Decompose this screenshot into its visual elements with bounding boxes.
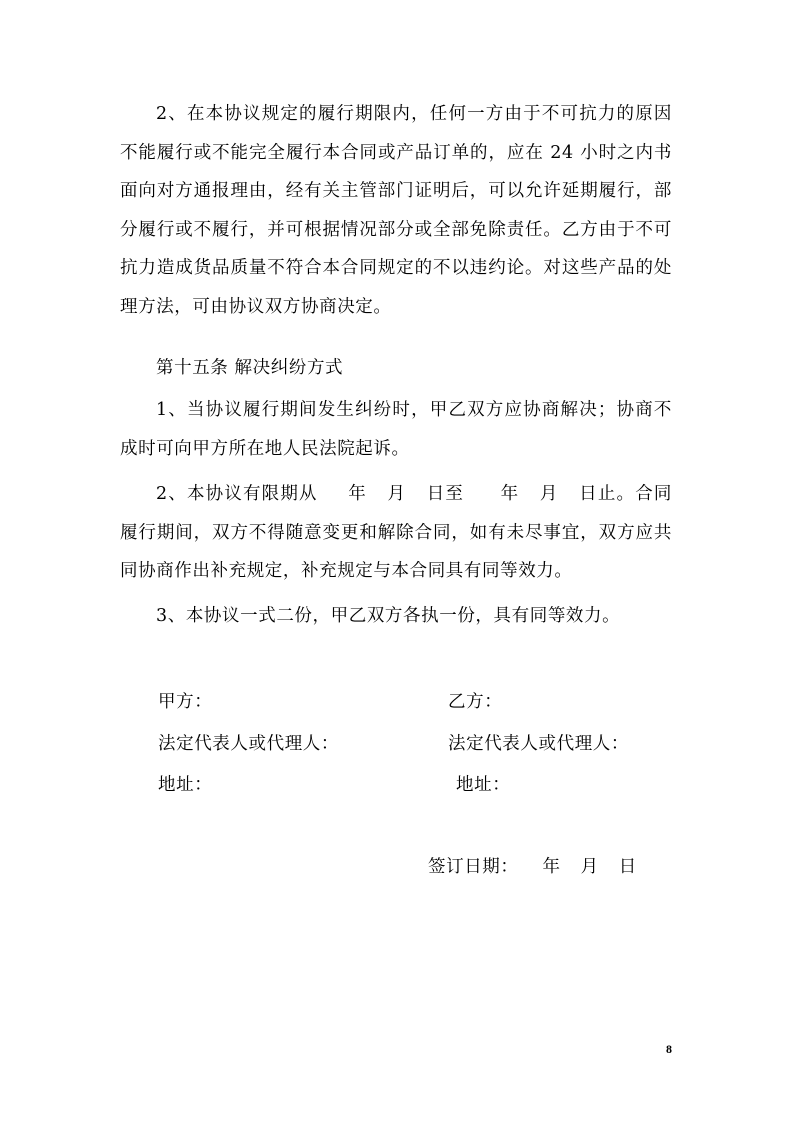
term-month-2: 月 [539,484,559,504]
party-b-label: 乙方： [448,692,503,712]
clause-15-paragraph-2 [120,475,672,591]
page-number: 8 [666,1042,672,1056]
sign-date-day: 日 [618,857,637,877]
term-day-2-rest: 日止。合同履行期间，双方不得随意变更和解除合同，如有未尽事宜，双方应共同协商作出补充规定，补充规定与本合同具有同等效力。 [120,484,672,582]
term-year-2: 年 [500,484,520,504]
party-b-representative-label: 法定代表人或代理人： [448,734,629,754]
clause-15-heading: 第十五条 解决纠纷方式 [156,358,344,378]
sign-date-line [428,855,637,879]
term-month-1: 月 [386,484,407,504]
term-day-1: 日至 [426,484,465,504]
sign-date-year: 年 [542,857,561,877]
party-a-address-label: 地址： [158,775,213,795]
clause-15-paragraph-3: 3、本协议一式二份，甲乙双方各执一份，具有同等效力。 [156,606,621,626]
party-a-representative-label: 法定代表人或代理人： [158,734,339,754]
party-b-address-label: 地址： [456,775,511,795]
party-a-label: 甲方： [158,692,213,712]
sign-date-month: 月 [580,857,599,877]
term-year-1: 年 [347,484,367,504]
term-start-text: 2、本协议有限期从 [156,484,318,504]
clause-14-paragraph-2: 2、在本协议规定的履行期限内，任何一方由于不可抗力的原因不能履行或不能完全履行本合同或产品订单的，应在 24 小时之内书面向对方通报理由，经有关主管部门证明后，可以允许延期履行，部分履行或不履行，并可根据情况部分或全部免除责任。乙方由于不可抗力造成货品质量不符合本合同规定的不以违约论。对这些产品的处理方法，可由协议双方协商决定。 [120,104,672,317]
clause-15-paragraph-1: 1、当协议履行期间发生纠纷时，甲乙双方应协商解决；协商不成时可向甲方所在地人民法院起诉。 [120,400,672,459]
sign-date-label: 签订日期： [428,857,519,877]
